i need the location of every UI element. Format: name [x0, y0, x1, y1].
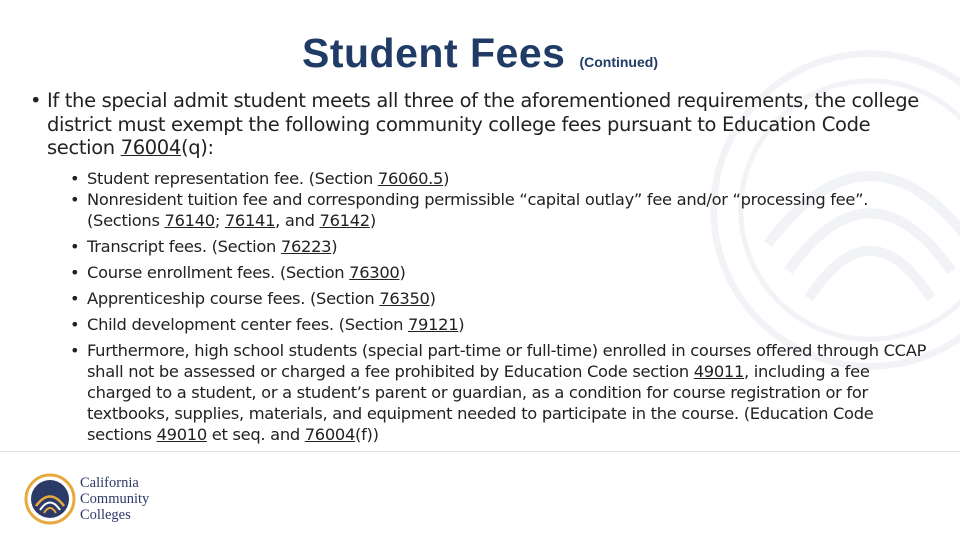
intro-text: If the special admit student meets all three of the aforementioned requirements, the college district must exempt the following community college fees pursuant to Education Code section: [47, 89, 919, 159]
link-76140[interactable]: 76140: [164, 210, 215, 230]
item-text: Course enrollment fees. (Section: [87, 262, 350, 282]
logo-line: Colleges: [80, 507, 131, 523]
bullet-icon: •: [70, 288, 80, 308]
item-text: , and: [275, 210, 320, 230]
link-76350[interactable]: 76350: [379, 288, 430, 308]
california-community-colleges-logo: [24, 473, 194, 525]
bullet-icon: •: [70, 314, 80, 334]
link-76004-f[interactable]: 76004: [304, 424, 356, 444]
bullet-icon: •: [70, 168, 80, 188]
intro-paragraph: [30, 89, 930, 160]
item-text: Transcript fees. (Section: [87, 236, 281, 256]
link-49010[interactable]: 49010: [156, 424, 207, 444]
bullet-icon: •: [70, 189, 80, 209]
item-text: Nonresident tuition fee and corresponding permissible “capital outlay” fee and/or “processing fee”. (Sections: [87, 189, 869, 230]
link-49011[interactable]: 49011: [693, 361, 745, 381]
logo-line: California: [80, 475, 139, 491]
list-item: [70, 189, 930, 231]
ccc-seal-icon: [24, 473, 76, 525]
item-text: Furthermore, high school students (special part-time or full-time) enrolled in courses offered through CCAP shall not be assessed or charged a fee prohibited by Education Code section: [87, 340, 927, 381]
item-text: ): [458, 314, 465, 334]
link-76060-5[interactable]: 76060.5: [377, 168, 444, 188]
bullet-icon: •: [70, 262, 80, 282]
logo-wordmark: [80, 475, 149, 523]
item-text: ): [369, 210, 376, 230]
item-text: Student representation fee. (Section: [87, 168, 378, 188]
item-text: (f)): [355, 424, 379, 444]
fee-list: [30, 168, 930, 445]
item-text: ): [443, 168, 450, 188]
slide-body: [30, 89, 930, 445]
item-text: et seq. and: [206, 424, 305, 444]
list-item: [70, 262, 930, 283]
item-text: ): [331, 236, 338, 256]
item-text: ;: [214, 210, 225, 230]
list-item: [70, 340, 930, 445]
item-text: ): [429, 288, 436, 308]
bullet-icon: •: [30, 89, 42, 112]
intro-text-end: (q):: [180, 136, 214, 159]
link-76300[interactable]: 76300: [349, 262, 400, 282]
title-subtitle: (Continued): [579, 54, 658, 70]
list-item: [70, 288, 930, 309]
link-79121[interactable]: 79121: [408, 314, 459, 334]
bullet-icon: •: [70, 236, 80, 256]
link-76141[interactable]: 76141: [224, 210, 276, 230]
item-text: Apprenticeship course fees. (Section: [87, 288, 380, 308]
logo-line: Community: [80, 491, 150, 507]
link-76142[interactable]: 76142: [319, 210, 370, 230]
list-item: [70, 314, 930, 335]
title-main: Student Fees: [302, 30, 566, 76]
item-text: ): [399, 262, 406, 282]
item-text: , including a fee charged to a student, or a student’s parent or guardian, as a condition for course registration or for textbooks, supplies, materials, and equipment needed to participate in the course. (Education Code sections: [87, 361, 874, 444]
list-item: [70, 168, 930, 189]
link-76223[interactable]: 76223: [280, 236, 332, 256]
slide-title: [0, 30, 960, 77]
bullet-icon: •: [70, 340, 80, 360]
list-item: [70, 236, 930, 257]
footer-divider: [0, 451, 960, 452]
link-76004[interactable]: 76004: [120, 136, 181, 159]
item-text: Child development center fees. (Section: [87, 314, 408, 334]
